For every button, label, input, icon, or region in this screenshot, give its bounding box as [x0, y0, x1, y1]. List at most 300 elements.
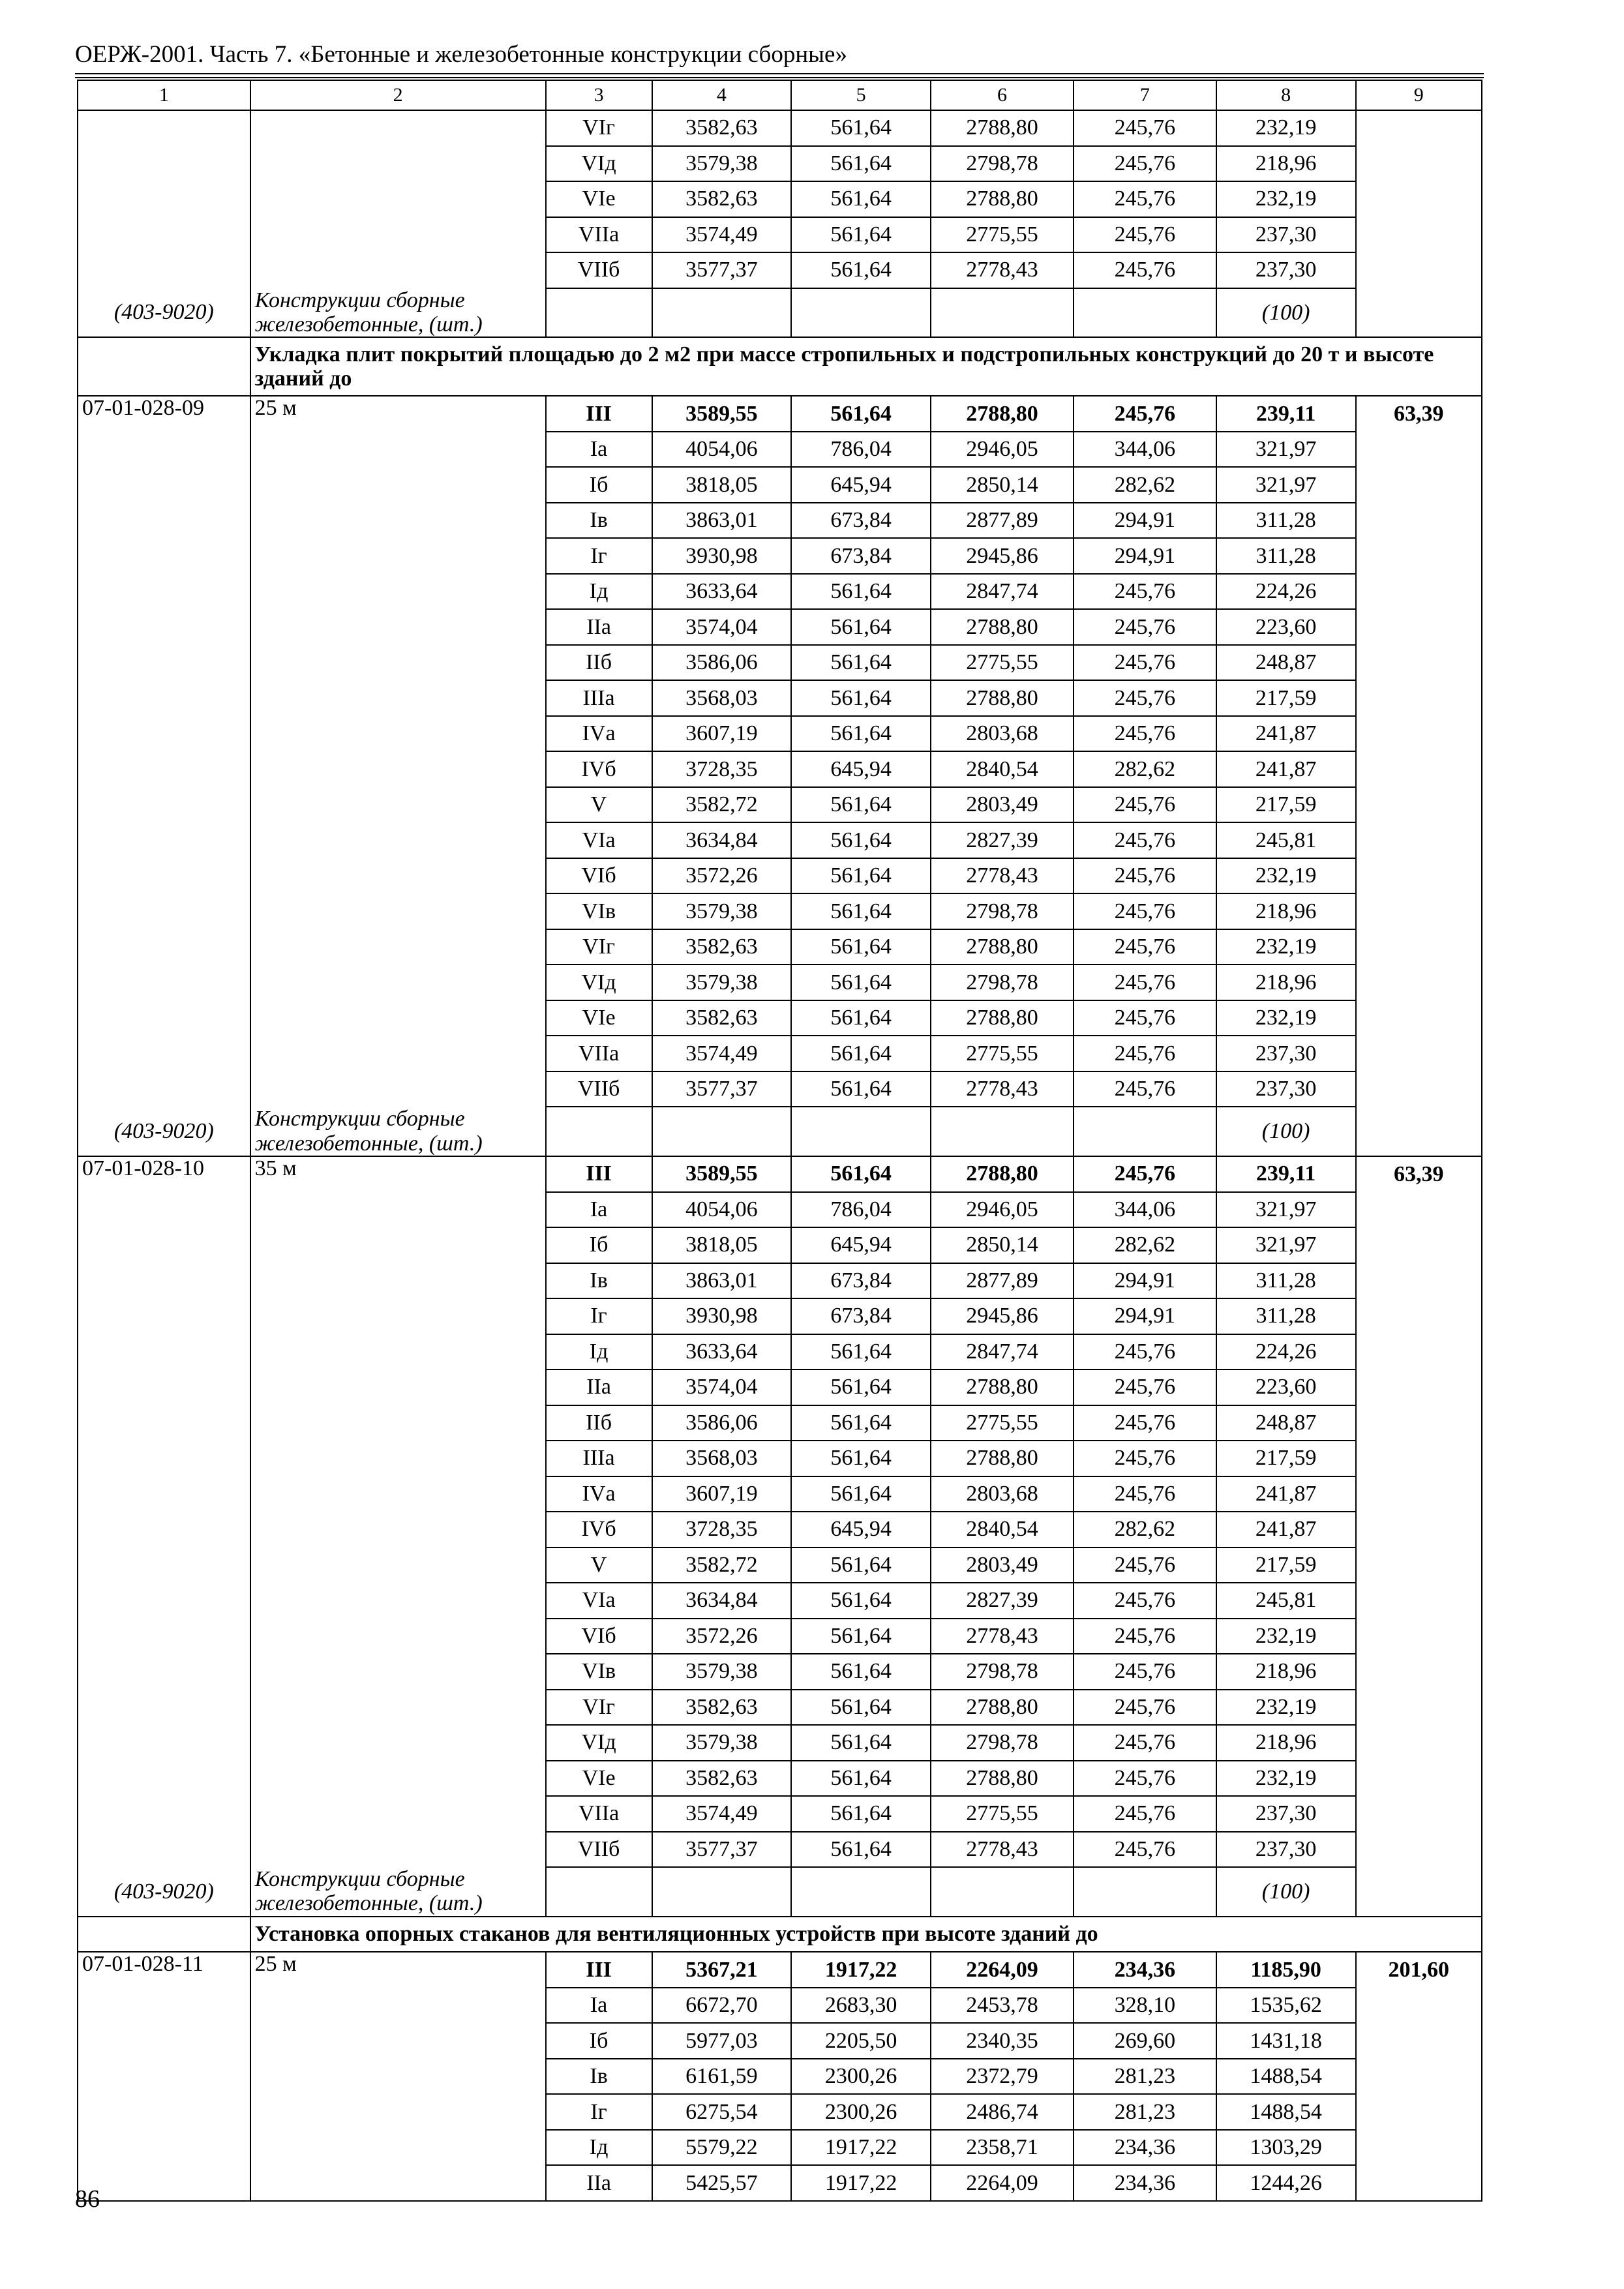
- col9-cell: [1356, 751, 1482, 787]
- value-cell: 3607,19: [652, 716, 792, 752]
- col9-cell: [1356, 1441, 1482, 1476]
- value-cell: 2778,43: [931, 1832, 1074, 1868]
- col9-cell: [1356, 1192, 1482, 1228]
- section-title-row: [78, 337, 1482, 396]
- value-cell: 2798,78: [931, 146, 1074, 182]
- value-cell: 217,59: [1216, 1548, 1356, 1583]
- code-cell: [78, 1227, 250, 1263]
- value-cell: 3728,35: [652, 751, 792, 787]
- value-cell: 3579,38: [652, 146, 792, 182]
- value-cell: 2788,80: [931, 609, 1074, 645]
- col9-cell: [1356, 503, 1482, 539]
- col9-cell: [1356, 1227, 1482, 1263]
- zone-cell: IIб: [546, 645, 652, 681]
- zone-cell: VIв: [546, 1654, 652, 1690]
- col9-cell: [1356, 1405, 1482, 1441]
- value-cell: 311,28: [1216, 538, 1356, 574]
- value-cell: 245,81: [1216, 822, 1356, 858]
- table-row: [78, 1761, 1482, 1797]
- table-row: [78, 1548, 1482, 1583]
- zone-cell: Iв: [546, 503, 652, 539]
- value-cell: 6161,59: [652, 2059, 792, 2095]
- value-cell: 3930,98: [652, 538, 792, 574]
- code-cell: [78, 1548, 250, 1583]
- zone-cell: Iа: [546, 432, 652, 468]
- value-cell: 2300,26: [791, 2059, 931, 2095]
- table-row: [78, 1583, 1482, 1619]
- resource-description: Конструкции сборные железобетонные, (шт.): [250, 1107, 546, 1156]
- code-cell: [78, 1654, 250, 1690]
- height-cell: [250, 2023, 546, 2059]
- value-cell: 2803,49: [931, 1548, 1074, 1583]
- value-cell: 2775,55: [931, 645, 1074, 681]
- value-cell: 561,64: [791, 1619, 931, 1654]
- value-cell: 248,87: [1216, 645, 1356, 681]
- col9-cell: [1356, 1796, 1482, 1832]
- col9-cell: [1356, 1988, 1482, 2024]
- zone-cell: IIа: [546, 609, 652, 645]
- empty-cell: [791, 288, 931, 338]
- column-number: 6: [931, 80, 1074, 110]
- column-number: 4: [652, 80, 792, 110]
- value-cell: 3582,63: [652, 1761, 792, 1797]
- value-cell: 321,97: [1216, 1227, 1356, 1263]
- zone-cell: VIIа: [546, 217, 652, 253]
- value-cell: 245,76: [1074, 1441, 1216, 1476]
- zone-cell: V: [546, 1548, 652, 1583]
- value-cell: 645,94: [791, 751, 931, 787]
- col9-cell: [1356, 822, 1482, 858]
- value-cell: 1917,22: [791, 2165, 931, 2201]
- height-cell: [250, 858, 546, 894]
- table-row: [78, 1369, 1482, 1405]
- height-cell: [250, 1369, 546, 1405]
- code-cell: [78, 1988, 250, 2024]
- zone-cell: VIIа: [546, 1036, 652, 1071]
- value-cell: 3586,06: [652, 1405, 792, 1441]
- value-cell: 1488,54: [1216, 2094, 1356, 2130]
- height-cell: [250, 1725, 546, 1761]
- value-cell: 2946,05: [931, 432, 1074, 468]
- value-cell: 561,64: [791, 110, 931, 146]
- value-cell: 2788,80: [931, 1761, 1074, 1797]
- value-cell: 269,60: [1074, 2023, 1216, 2059]
- value-cell: 245,76: [1074, 1156, 1216, 1192]
- table-row: [78, 929, 1482, 965]
- code-cell: [78, 751, 250, 787]
- height-cell: [250, 1690, 546, 1726]
- code-cell: [78, 1761, 250, 1797]
- value-cell: 3607,19: [652, 1476, 792, 1512]
- value-cell: 2803,49: [931, 787, 1074, 823]
- col9-cell: [1356, 538, 1482, 574]
- zone-cell: Iб: [546, 1227, 652, 1263]
- value-cell: 2778,43: [931, 858, 1074, 894]
- value-cell: 321,97: [1216, 1192, 1356, 1228]
- value-cell: 245,76: [1074, 1369, 1216, 1405]
- value-cell: 223,60: [1216, 1369, 1356, 1405]
- col9-cell: [1356, 716, 1482, 752]
- height-cell: [250, 467, 546, 503]
- value-cell: 237,30: [1216, 1832, 1356, 1868]
- resource-row: [78, 1867, 1482, 1917]
- col9-cell: [1356, 467, 1482, 503]
- column-number: 3: [546, 80, 652, 110]
- height-cell: [250, 2094, 546, 2130]
- zone-cell: VIв: [546, 893, 652, 929]
- value-cell: 245,76: [1074, 1654, 1216, 1690]
- column-number: 7: [1074, 80, 1216, 110]
- value-cell: 245,76: [1074, 929, 1216, 965]
- zone-cell: Iб: [546, 467, 652, 503]
- value-cell: 3589,55: [652, 396, 792, 432]
- code-cell: [78, 822, 250, 858]
- code-cell: [78, 1036, 250, 1071]
- value-cell: 245,76: [1074, 1761, 1216, 1797]
- col9-cell: [1356, 1832, 1482, 1868]
- value-cell: 2775,55: [931, 1796, 1074, 1832]
- table-row: [78, 1441, 1482, 1476]
- value-cell: 1535,62: [1216, 1988, 1356, 2024]
- zone-cell: VIа: [546, 1583, 652, 1619]
- value-cell: 281,23: [1074, 2059, 1216, 2095]
- table-row: [78, 1796, 1482, 1832]
- height-cell: [250, 1761, 546, 1797]
- value-cell: 245,76: [1074, 822, 1216, 858]
- col9-cell: [1356, 1334, 1482, 1370]
- value-cell: 561,64: [791, 822, 931, 858]
- table-row: [78, 822, 1482, 858]
- column-number: 2: [250, 80, 546, 110]
- value-cell: 3818,05: [652, 467, 792, 503]
- code-cell: [78, 2165, 250, 2201]
- col9-cell: [1356, 1690, 1482, 1726]
- value-cell: 673,84: [791, 538, 931, 574]
- height-cell: [250, 1548, 546, 1583]
- code-cell: 07-01-028-09: [78, 396, 250, 432]
- col9-cell: [1356, 929, 1482, 965]
- value-cell: 237,30: [1216, 1071, 1356, 1107]
- value-cell: 786,04: [791, 432, 931, 468]
- value-cell: 561,64: [791, 217, 931, 253]
- value-cell: 6275,54: [652, 2094, 792, 2130]
- table-row: [78, 1654, 1482, 1690]
- value-cell: 3579,38: [652, 1725, 792, 1761]
- value-cell: 245,76: [1074, 1548, 1216, 1583]
- table-row: [78, 1334, 1482, 1370]
- value-cell: 232,19: [1216, 1000, 1356, 1036]
- value-cell: 234,36: [1074, 1952, 1216, 1988]
- zone-cell: IIIа: [546, 680, 652, 716]
- resource-quantity: (100): [1216, 288, 1356, 338]
- col9-cell: [1356, 965, 1482, 1000]
- col9-cell: 63,39: [1356, 396, 1482, 432]
- value-cell: 294,91: [1074, 1263, 1216, 1299]
- value-cell: 561,64: [791, 716, 931, 752]
- value-cell: 328,10: [1074, 1988, 1216, 2024]
- code-cell: [78, 893, 250, 929]
- zone-cell: VIд: [546, 1725, 652, 1761]
- col9-cell: [1356, 680, 1482, 716]
- table-row: [78, 1476, 1482, 1512]
- height-cell: [250, 929, 546, 965]
- code-cell: [78, 503, 250, 539]
- value-cell: 3582,72: [652, 787, 792, 823]
- col9-cell: [1356, 432, 1482, 468]
- table-row: [78, 2059, 1482, 2095]
- col9-cell: [1356, 110, 1482, 146]
- empty-cell: [652, 1867, 792, 1917]
- value-cell: 248,87: [1216, 1405, 1356, 1441]
- value-cell: 2264,09: [931, 2165, 1074, 2201]
- height-cell: [250, 1192, 546, 1228]
- value-cell: 2840,54: [931, 1512, 1074, 1548]
- col9-cell: [1356, 2094, 1482, 2130]
- height-cell: [250, 181, 546, 217]
- code-cell: [78, 2059, 250, 2095]
- code-cell: [78, 1619, 250, 1654]
- value-cell: 561,64: [791, 1000, 931, 1036]
- value-cell: 2877,89: [931, 1263, 1074, 1299]
- code-cell: [78, 1334, 250, 1370]
- value-cell: 3577,37: [652, 1071, 792, 1107]
- value-cell: 645,94: [791, 467, 931, 503]
- table-row: [78, 2130, 1482, 2166]
- value-cell: 5977,03: [652, 2023, 792, 2059]
- height-cell: [250, 252, 546, 288]
- value-cell: 2683,30: [791, 1988, 931, 2024]
- zone-cell: Iв: [546, 1263, 652, 1299]
- height-cell: [250, 1619, 546, 1654]
- value-cell: 2778,43: [931, 1071, 1074, 1107]
- value-cell: 673,84: [791, 1263, 931, 1299]
- value-cell: 561,64: [791, 1725, 931, 1761]
- value-cell: 3579,38: [652, 893, 792, 929]
- table-row: [78, 146, 1482, 182]
- value-cell: 2946,05: [931, 1192, 1074, 1228]
- price-table: [77, 80, 1482, 2202]
- zone-cell: VIIб: [546, 1832, 652, 1868]
- value-cell: 3568,03: [652, 680, 792, 716]
- height-cell: [250, 1298, 546, 1334]
- value-cell: 218,96: [1216, 146, 1356, 182]
- value-cell: 3582,72: [652, 1548, 792, 1583]
- resource-quantity: (100): [1216, 1867, 1356, 1917]
- value-cell: 561,64: [791, 1071, 931, 1107]
- value-cell: 2205,50: [791, 2023, 931, 2059]
- table-row: [78, 787, 1482, 823]
- table-row: [78, 2023, 1482, 2059]
- value-cell: 245,76: [1074, 1690, 1216, 1726]
- height-cell: [250, 432, 546, 468]
- value-cell: 245,76: [1074, 574, 1216, 610]
- value-cell: 3586,06: [652, 645, 792, 681]
- code-cell: [78, 2023, 250, 2059]
- value-cell: 294,91: [1074, 1298, 1216, 1334]
- height-cell: [250, 1988, 546, 2024]
- zone-cell: IIа: [546, 1369, 652, 1405]
- value-cell: 232,19: [1216, 1761, 1356, 1797]
- col9-cell: [1356, 252, 1482, 288]
- col9-cell: [1356, 787, 1482, 823]
- height-cell: [250, 1441, 546, 1476]
- value-cell: 561,64: [791, 1441, 931, 1476]
- value-cell: 561,64: [791, 252, 931, 288]
- value-cell: 3572,26: [652, 858, 792, 894]
- value-cell: 245,76: [1074, 1832, 1216, 1868]
- height-cell: 25 м: [250, 1952, 546, 1988]
- col9-cell: [1356, 1619, 1482, 1654]
- col9-cell: [1356, 1036, 1482, 1071]
- table-row: [78, 181, 1482, 217]
- value-cell: 232,19: [1216, 110, 1356, 146]
- value-cell: 245,76: [1074, 1619, 1216, 1654]
- value-cell: 3582,63: [652, 1000, 792, 1036]
- empty-cell: [546, 288, 652, 338]
- zone-cell: VIIб: [546, 252, 652, 288]
- value-cell: 2788,80: [931, 181, 1074, 217]
- value-cell: 2788,80: [931, 1000, 1074, 1036]
- value-cell: 561,64: [791, 1796, 931, 1832]
- empty-cell: [652, 1107, 792, 1156]
- value-cell: 2486,74: [931, 2094, 1074, 2130]
- zone-cell: VIг: [546, 929, 652, 965]
- value-cell: 3579,38: [652, 1654, 792, 1690]
- value-cell: 245,81: [1216, 1583, 1356, 1619]
- col9-cell: [1356, 1583, 1482, 1619]
- code-cell: 07-01-028-10: [78, 1156, 250, 1192]
- height-cell: [250, 645, 546, 681]
- value-cell: 3582,63: [652, 929, 792, 965]
- col9-cell: [1356, 1369, 1482, 1405]
- zone-cell: VIг: [546, 110, 652, 146]
- resource-row: [78, 1107, 1482, 1156]
- code-cell: [78, 1832, 250, 1868]
- col9-cell: 63,39: [1356, 1156, 1482, 1192]
- value-cell: 1303,29: [1216, 2130, 1356, 2166]
- value-cell: 237,30: [1216, 217, 1356, 253]
- column-number: 8: [1216, 80, 1356, 110]
- col9-cell: [1356, 574, 1482, 610]
- value-cell: 241,87: [1216, 716, 1356, 752]
- col9-cell: [1356, 1548, 1482, 1583]
- value-cell: 232,19: [1216, 929, 1356, 965]
- code-cell: [78, 146, 250, 182]
- zone-cell: VIе: [546, 181, 652, 217]
- value-cell: 224,26: [1216, 1334, 1356, 1370]
- value-cell: 2775,55: [931, 1036, 1074, 1071]
- column-number: 9: [1356, 80, 1482, 110]
- value-cell: 245,76: [1074, 396, 1216, 432]
- value-cell: 561,64: [791, 1654, 931, 1690]
- height-cell: [250, 574, 546, 610]
- column-number-row: [78, 80, 1482, 110]
- code-cell: [78, 1512, 250, 1548]
- code-cell: [78, 538, 250, 574]
- empty-cell: [931, 1867, 1074, 1917]
- value-cell: 561,64: [791, 1476, 931, 1512]
- col9-cell: [1356, 2130, 1482, 2166]
- value-cell: 3574,04: [652, 1369, 792, 1405]
- value-cell: 2945,86: [931, 1298, 1074, 1334]
- empty-cell: [1356, 1867, 1482, 1917]
- table-row: [78, 1036, 1482, 1071]
- value-cell: 234,36: [1074, 2165, 1216, 2201]
- value-cell: 561,64: [791, 645, 931, 681]
- value-cell: 561,64: [791, 1156, 931, 1192]
- value-cell: 245,76: [1074, 1334, 1216, 1370]
- value-cell: 234,36: [1074, 2130, 1216, 2166]
- height-cell: 35 м: [250, 1156, 546, 1192]
- value-cell: 2788,80: [931, 396, 1074, 432]
- value-cell: 245,76: [1074, 893, 1216, 929]
- height-cell: [250, 1796, 546, 1832]
- value-cell: 2775,55: [931, 217, 1074, 253]
- table-row: [78, 1952, 1482, 1988]
- height-cell: [250, 1512, 546, 1548]
- height-cell: [250, 1654, 546, 1690]
- zone-cell: VIIа: [546, 1796, 652, 1832]
- value-cell: 2788,80: [931, 1369, 1074, 1405]
- value-cell: 282,62: [1074, 751, 1216, 787]
- empty-cell: [546, 1867, 652, 1917]
- value-cell: 245,76: [1074, 1583, 1216, 1619]
- value-cell: 2827,39: [931, 1583, 1074, 1619]
- value-cell: 218,96: [1216, 1654, 1356, 1690]
- table-row: [78, 751, 1482, 787]
- table-row: [78, 1263, 1482, 1299]
- height-cell: [250, 1000, 546, 1036]
- empty-cell: [791, 1867, 931, 1917]
- value-cell: 3582,63: [652, 1690, 792, 1726]
- height-cell: [250, 609, 546, 645]
- value-cell: 2340,35: [931, 2023, 1074, 2059]
- zone-cell: VIе: [546, 1761, 652, 1797]
- value-cell: 344,06: [1074, 432, 1216, 468]
- table-row: [78, 467, 1482, 503]
- table-row: [78, 1298, 1482, 1334]
- code-cell: [78, 1441, 250, 1476]
- value-cell: 561,64: [791, 181, 931, 217]
- empty-cell: [78, 1917, 250, 1952]
- value-cell: 2798,78: [931, 965, 1074, 1000]
- value-cell: 1917,22: [791, 1952, 931, 1988]
- table-row: [78, 1832, 1482, 1868]
- value-cell: 3863,01: [652, 503, 792, 539]
- height-cell: [250, 1071, 546, 1107]
- value-cell: 561,64: [791, 1369, 931, 1405]
- height-cell: [250, 2165, 546, 2201]
- empty-cell: [931, 1107, 1074, 1156]
- zone-cell: Iд: [546, 2130, 652, 2166]
- value-cell: 2775,55: [931, 1405, 1074, 1441]
- col9-cell: [1356, 1761, 1482, 1797]
- zone-cell: VIг: [546, 1690, 652, 1726]
- code-cell: [78, 252, 250, 288]
- empty-cell: [1356, 288, 1482, 338]
- height-cell: [250, 503, 546, 539]
- col9-cell: [1356, 645, 1482, 681]
- value-cell: 2798,78: [931, 1654, 1074, 1690]
- height-cell: [250, 538, 546, 574]
- value-cell: 245,76: [1074, 1036, 1216, 1071]
- table-row: [78, 252, 1482, 288]
- zone-cell: VIд: [546, 146, 652, 182]
- value-cell: 3568,03: [652, 1441, 792, 1476]
- value-cell: 2788,80: [931, 1690, 1074, 1726]
- code-cell: [78, 1263, 250, 1299]
- table-row: [78, 858, 1482, 894]
